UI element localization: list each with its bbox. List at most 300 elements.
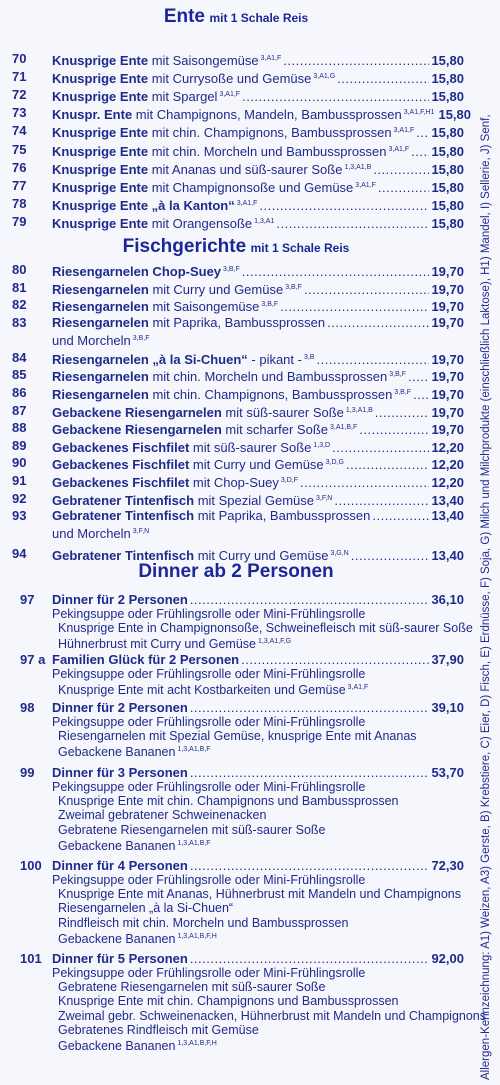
item-name (52, 858, 188, 873)
item-line (52, 652, 464, 667)
item-price: 19,70 (431, 351, 464, 367)
allergen-codes: 3,D,G (325, 459, 344, 467)
allergen-codes: 3,F,N (316, 494, 333, 502)
item-price: 15,80 (431, 161, 464, 177)
dinner-detail-text: Zweimal gebratener Schweinenacken (58, 808, 267, 823)
item-line (52, 142, 464, 159)
allergen-codes: 3,A1,F (219, 91, 241, 99)
item-name-bold: Knusprige Ente (52, 161, 149, 177)
dot-leader (327, 315, 429, 330)
item-name-bold: Knusprige Ente (52, 179, 149, 195)
item-price: 37,90 (431, 652, 464, 667)
dot-leader (241, 652, 429, 667)
item-line (52, 160, 464, 177)
item-line (52, 350, 464, 367)
item-name (52, 87, 240, 104)
dot-leader (316, 352, 429, 367)
item-name (52, 142, 409, 159)
allergen-codes: 3,B (303, 353, 315, 361)
item-price: 15,80 (431, 179, 464, 195)
dinner-detail-line (52, 1037, 486, 1053)
dot-leader (304, 282, 430, 297)
item-number: 94 (12, 546, 27, 562)
item-number: 78 (12, 195, 27, 211)
item-name-bold: Knusprige Ente „à la Kanton“ (52, 197, 235, 213)
item-price: 19,70 (431, 422, 464, 438)
item-price: 13,40 (431, 508, 464, 524)
item-name-bold: Riesengarnelen (52, 299, 149, 315)
dinner-detail-text: Knusprige Ente mit chin. Champignons und Bambussprossen (58, 794, 399, 809)
item-name-bold: Riesengarnelen „à la Si-Chuen“ (52, 351, 248, 367)
item-name (52, 280, 302, 297)
item-name-bold: Knusprige Ente (52, 89, 149, 105)
item-price: 15,80 (431, 197, 464, 213)
item-name-rest: mit chin. Morcheln und Bambussprossen (148, 369, 388, 385)
item-name (52, 765, 188, 780)
item-name-rest: mit scharfer Soße (221, 422, 329, 438)
dinner-details (52, 966, 486, 1053)
dinner-detail-line (52, 729, 417, 743)
item-name-bold: Riesengarnelen (52, 314, 149, 330)
item-name (52, 491, 332, 508)
dot-leader (359, 422, 429, 437)
item-number: 75 (12, 141, 27, 157)
item-price: 72,30 (431, 858, 464, 873)
allergen-codes: 3,A1,F (347, 684, 369, 692)
item-line (52, 491, 464, 508)
dinner-detail-line (52, 980, 486, 994)
dot-leader (378, 180, 430, 195)
item-name-rest: mit Saisongemüse (148, 299, 260, 315)
item-name (52, 438, 330, 455)
dinner-detail-line (52, 823, 398, 837)
item-line (52, 69, 464, 86)
item-number: 74 (12, 123, 27, 139)
dinner-detail-text: Pekingsuppe oder Frühlingsrolle oder Mini-Frühlingsrolle (52, 607, 366, 621)
allergen-codes: 3,B,F (132, 334, 150, 342)
dinner-detail-line (52, 1009, 486, 1023)
dot-leader (190, 858, 430, 873)
allergen-codes: 3,A1,G (313, 73, 336, 81)
item-number: 82 (12, 297, 27, 313)
item-line (52, 315, 464, 330)
item-price: 12,20 (431, 475, 464, 490)
item-name (52, 262, 240, 279)
dinner-detail-line (52, 780, 398, 794)
allergen-codes: 1,3,A1,F,G (258, 638, 292, 646)
item-name (52, 951, 188, 966)
dinner-detail-text: Pekingsuppe oder Frühlingsrolle oder Mini-Frühlingsrolle (52, 667, 366, 681)
item-line (52, 508, 464, 523)
dinner-detail-line (52, 901, 461, 915)
item-name-bold: Dinner für 2 Personen (52, 592, 188, 607)
item-name (52, 455, 344, 472)
item-name-rest: mit Ananas und süß-saurer Soße (148, 161, 343, 177)
item-line (52, 51, 464, 68)
item-name-bold: Gebackenes Fischfilet (52, 475, 190, 490)
allergen-codes: 1,3,A1,B (344, 163, 372, 171)
item-name-rest: mit Paprika, Bambussprossen (148, 314, 326, 330)
item-line (52, 385, 464, 402)
dinner-detail-line (52, 994, 486, 1008)
item-extra-text: und Morcheln (52, 526, 131, 542)
item-name (52, 214, 274, 231)
allergen-codes: 3,A1,F (388, 145, 410, 153)
item-name-bold: Dinner für 5 Personen (52, 951, 188, 966)
item-name-bold: Dinner für 3 Personen (52, 765, 188, 780)
item-name (52, 700, 188, 715)
dinner-detail-text: Gebackene Bananen (58, 931, 176, 946)
item-line (52, 367, 464, 384)
dot-leader (259, 198, 429, 213)
item-price: 19,70 (431, 264, 464, 279)
item-price: 15,80 (438, 107, 472, 123)
dot-leader (190, 951, 430, 966)
dinner-detail-line (52, 794, 398, 808)
item-line (52, 105, 472, 123)
item-name (52, 69, 335, 86)
item-name (52, 403, 373, 420)
item-number: 73 (12, 105, 27, 121)
item-name (52, 385, 411, 402)
item-number: 81 (12, 279, 27, 295)
allergen-codes: 1,3,A1,B,F (177, 746, 211, 754)
dinner-detail-line (52, 808, 398, 822)
item-name (52, 297, 278, 314)
item-line (52, 403, 464, 420)
item-price: 15,80 (431, 143, 464, 159)
dinner-detail-line (52, 887, 461, 901)
item-name (52, 473, 298, 490)
item-number: 99 (20, 765, 35, 780)
item-line (52, 858, 464, 873)
section-title: Fischgerichte (122, 236, 247, 257)
item-name-rest: mit Spezial Gemüse (194, 492, 315, 508)
item-number: 86 (12, 385, 27, 400)
dinner-detail-line (52, 916, 461, 930)
item-price: 19,70 (431, 369, 464, 385)
item-line (52, 178, 464, 195)
section-heading-fisch (0, 236, 472, 258)
item-price: 12,20 (431, 439, 464, 455)
item-name-bold: Gebackenes Fischfilet (52, 439, 190, 455)
item-price: 15,80 (431, 125, 464, 141)
item-number: 88 (12, 420, 27, 436)
item-name-bold: Familien Glück für 2 Personen (52, 652, 240, 667)
item-extra-line (52, 525, 149, 541)
dot-leader (411, 144, 429, 159)
allergen-note: Allergen-Kennzeichnung: A1) Weizen, A3) Gerste, B) Krebstiere, C) Eier, D) Fisch, E) Erdnüsse, F) Soja, G) Milch und Milchprodukte (einschließlich Laktose), H1) Mandel, I) Sellerie, J) Senf, (480, 114, 492, 1080)
dot-leader (408, 369, 429, 384)
allergen-codes: 3,G,N (330, 550, 349, 558)
item-name (52, 160, 371, 177)
item-price: 15,80 (431, 53, 464, 68)
item-name-rest: mit Curry und Gemüse (189, 457, 324, 473)
item-name-bold: Gebratener Tintenfisch (52, 492, 195, 508)
dinner-details (52, 780, 398, 853)
item-line (52, 262, 464, 279)
item-name (52, 196, 257, 213)
item-name-bold: Gebackene Riesengarnelen (52, 422, 222, 438)
dinner-detail-text: Knusprige Ente in Champignonsoße, Schweinefleisch mit süß-saurer Soße (58, 621, 473, 636)
item-name-rest: mit Orangensoße (148, 215, 253, 231)
section-title: Ente (163, 6, 205, 27)
item-name (52, 105, 434, 122)
dinner-detail-text: Riesengarnelen „à la Si-Chuen“ (58, 901, 234, 916)
dinner-details (52, 607, 473, 652)
item-number: 100 (20, 858, 42, 873)
allergen-codes: 1,3,D (313, 441, 331, 449)
item-name (52, 315, 325, 330)
item-number: 70 (12, 51, 27, 66)
item-name-bold: Gebratener Tintenfisch (52, 548, 195, 564)
item-name-bold: Knusprige Ente (52, 125, 149, 141)
dinner-detail-line (52, 681, 368, 697)
item-name (52, 178, 376, 195)
item-name (52, 508, 370, 523)
dinner-detail-line (52, 607, 473, 621)
item-name-bold: Riesengarnelen Chop-Suey (52, 264, 222, 279)
item-line (52, 297, 464, 314)
item-line (52, 123, 464, 140)
item-line (52, 214, 464, 231)
dot-leader (300, 475, 429, 490)
dinner-detail-text: Riesengarnelen mit Spezial Gemüse, knusprige Ente mit Ananas (58, 729, 417, 744)
item-number: 80 (12, 262, 27, 277)
item-name-rest: mit Champignons, Mandeln, Bambussprossen (132, 107, 402, 123)
item-name-bold: Knuspr. Ente (52, 107, 133, 123)
item-name-rest: mit chin. Morcheln und Bambussprossen (148, 143, 387, 159)
dinner-detail-text: Pekingsuppe oder Frühlingsrolle oder Mini-Frühlingsrolle (52, 715, 366, 729)
item-name-rest: mit Chop-Suey (189, 475, 279, 490)
dot-leader (283, 53, 429, 68)
item-number: 93 (12, 508, 27, 524)
item-price: 13,40 (431, 492, 464, 508)
item-price: 15,80 (431, 71, 464, 87)
dot-leader (332, 440, 429, 455)
item-price: 36,10 (431, 592, 464, 607)
item-name-bold: Dinner für 4 Personen (52, 858, 188, 873)
allergen-codes: 3,B,F (389, 371, 407, 379)
item-number: 101 (20, 951, 42, 966)
allergen-codes: 1,3,A1,B,F (177, 839, 211, 847)
item-price: 19,70 (431, 387, 464, 402)
item-number: 97 (20, 592, 35, 607)
dot-leader (375, 405, 430, 420)
dinner-detail-line (52, 1023, 486, 1037)
allergen-codes: 3,A1,F,H1 (403, 109, 435, 117)
allergen-codes: 3,B,F (285, 283, 302, 291)
dinner-detail-text: Hühnerbrust mit Curry und Gemüse (58, 637, 256, 652)
dinner-detail-text: Gebackene Bananen (58, 745, 176, 760)
item-name-rest: mit chin. Champignons, Bambussprossen (148, 387, 393, 402)
item-name-bold: Gebackene Riesengarnelen (52, 404, 222, 420)
dinner-detail-line (52, 837, 398, 853)
item-name (52, 350, 314, 367)
allergen-codes: 3,A1,F (393, 127, 415, 135)
item-name-bold: Riesengarnelen (52, 387, 149, 402)
item-price: 12,20 (431, 457, 464, 473)
dinner-detail-line (52, 635, 473, 651)
item-line (52, 455, 464, 472)
item-line (52, 420, 464, 437)
item-name-bold: Knusprige Ente (52, 143, 149, 159)
allergen-codes: 3,F,N (132, 528, 150, 536)
item-number: 72 (12, 87, 27, 103)
item-number: 84 (12, 349, 27, 365)
dinner-detail-text: Knusprige Ente mit chin. Champignons und Bambussprossen (58, 994, 399, 1009)
dinner-detail-line (52, 930, 461, 946)
item-name-rest: mit süß-saurer Soße (189, 439, 312, 455)
section-heading-ente (0, 6, 472, 28)
allergen-codes: 3,B,F (261, 301, 279, 309)
item-name-bold: Riesengarnelen (52, 369, 149, 385)
allergen-codes: 1,3,A1 (254, 217, 275, 225)
item-line (52, 196, 464, 213)
dinner-detail-text: Gebackene Bananen (58, 838, 176, 853)
item-price: 15,80 (431, 89, 464, 105)
item-name-rest: mit Paprika, Bambussprossen (194, 508, 371, 524)
dinner-details (52, 715, 417, 760)
item-number: 85 (12, 367, 27, 383)
item-price: 19,70 (431, 299, 464, 315)
allergen-note-strip (476, 0, 498, 1085)
item-price: 19,70 (431, 404, 464, 420)
allergen-codes: 3,A1,F (236, 199, 258, 207)
item-line (52, 438, 464, 455)
item-number: 71 (12, 69, 27, 85)
item-number: 92 (12, 490, 27, 506)
item-name-rest: mit Spargel (148, 89, 218, 105)
item-name (52, 123, 414, 140)
item-number: 79 (12, 213, 27, 229)
dot-leader (373, 162, 429, 177)
item-name-rest: mit Curry und Gemüse (148, 281, 284, 297)
allergen-codes: 3,A1,F (260, 55, 282, 62)
item-name (52, 420, 357, 437)
section-title: Dinner ab 2 Personen (138, 561, 334, 582)
item-price: 53,70 (431, 765, 464, 780)
dinner-detail-text: Knusprige Ente mit acht Kostbarkeiten und Gemüse (58, 683, 346, 698)
item-name-bold: Riesengarnelen (52, 281, 149, 297)
item-number: 98 (20, 700, 35, 715)
dot-leader (280, 299, 429, 314)
dinner-details (52, 873, 461, 946)
dot-leader (190, 700, 430, 715)
dinner-detail-line (52, 715, 417, 729)
dinner-detail-line (52, 667, 368, 681)
item-price: 19,70 (431, 281, 464, 297)
item-number: 91 (12, 473, 27, 488)
dot-leader (242, 264, 430, 279)
item-number: 90 (12, 455, 27, 471)
dinner-detail-line (52, 743, 417, 759)
dinner-detail-line (52, 873, 461, 887)
dot-leader (242, 89, 429, 104)
item-name-rest: mit Curry und Gemüse (194, 548, 329, 564)
allergen-codes: 1,3,A1,B (345, 406, 373, 414)
item-name-bold: Knusprige Ente (52, 53, 149, 68)
item-name (52, 367, 406, 384)
allergen-codes: 3,A1,F (355, 181, 376, 189)
item-name-rest: - pikant - (247, 351, 302, 367)
dinner-detail-line (52, 966, 486, 980)
dinner-detail-text: Pekingsuppe oder Frühlingsrolle oder Mini-Frühlingsrolle (52, 780, 366, 794)
item-name-bold: Knusprige Ente (52, 71, 149, 87)
section-heading-dinner (0, 561, 472, 583)
item-name-rest: mit Currysoße und Gemüse (148, 71, 312, 87)
item-name-rest: mit süß-saurer Soße (221, 404, 344, 420)
allergen-codes: 3,B,F (394, 389, 412, 396)
dinner-details (52, 667, 368, 697)
dinner-detail-text: Rindfleisch mit chin. Morcheln und Bambussprossen (58, 915, 349, 930)
allergen-codes: 1,3,A1,B,F,H (177, 932, 217, 940)
item-price: 19,70 (431, 314, 464, 330)
item-price: 13,40 (431, 548, 464, 564)
item-name (52, 652, 239, 667)
item-price: 15,80 (431, 215, 464, 231)
item-line (52, 700, 464, 715)
item-number: 87 (12, 402, 27, 418)
item-number: 83 (12, 314, 27, 330)
item-number: 76 (12, 159, 27, 175)
item-line (52, 951, 464, 966)
item-extra-line (52, 332, 150, 348)
dinner-detail-text: Gebratene Riesengarnelen mit süß-saurer Soße (58, 822, 326, 837)
item-line (52, 87, 464, 104)
dinner-detail-text: Pekingsuppe oder Frühlingsrolle oder Mini-Frühlingsrolle (52, 966, 366, 980)
section-subtitle: mit 1 Schale Reis (209, 11, 309, 25)
dinner-detail-text: Knusprige Ente mit Ananas, Hühnerbrust mit Mandeln und Champignons (58, 887, 462, 902)
item-name (52, 592, 188, 607)
allergen-codes: 1,3,A1,B,F,H (177, 1040, 217, 1048)
allergen-codes: 3,B,F (223, 266, 240, 273)
item-number: 77 (12, 177, 27, 193)
dinner-detail-text: Gebratene Riesengarnelen mit süß-saurer Soße (58, 980, 326, 995)
section-subtitle: mit 1 Schale Reis (250, 241, 350, 255)
dinner-detail-text: Gebratenes Rindfleisch mit Gemüse (58, 1022, 259, 1037)
item-name-rest: mit Saisongemüse (148, 53, 259, 68)
item-line (52, 473, 464, 490)
dot-leader (413, 387, 429, 402)
item-line (52, 280, 464, 297)
dot-leader (334, 493, 429, 508)
item-price: 39,10 (431, 700, 464, 715)
dot-leader (372, 508, 429, 523)
dinner-detail-text: Gebackene Bananen (58, 1039, 176, 1054)
dinner-detail-text: Pekingsuppe oder Frühlingsrolle oder Mini-Frühlingsrolle (52, 873, 366, 887)
dot-leader (190, 765, 430, 780)
allergen-codes: 3,D,F (280, 477, 298, 484)
item-name-bold: Dinner für 2 Personen (52, 700, 188, 715)
dot-leader (416, 125, 429, 140)
item-number: 97 a (20, 652, 46, 667)
allergen-codes: 3,A1,B,F (330, 424, 358, 432)
item-line (52, 592, 464, 607)
dot-leader (276, 216, 429, 231)
item-price: 92,00 (431, 951, 464, 966)
item-name-rest: mit chin. Champignons, Bambussprossen (148, 125, 392, 141)
item-name-bold: Knusprige Ente (52, 215, 149, 231)
item-number: 89 (12, 437, 27, 453)
item-name-bold: Gebratener Tintenfisch (52, 508, 195, 524)
dinner-detail-text: Zweimal gebr. Schweinenacken, Hühnerbrust mit Mandeln und Champignons (58, 1008, 487, 1023)
item-extra-text: und Morcheln (52, 332, 131, 348)
dot-leader (337, 71, 429, 86)
item-line (52, 765, 464, 780)
item-name-bold: Gebackenes Fischfilet (52, 457, 190, 473)
item-name-rest: mit Champignonsoße und Gemüse (148, 179, 354, 195)
